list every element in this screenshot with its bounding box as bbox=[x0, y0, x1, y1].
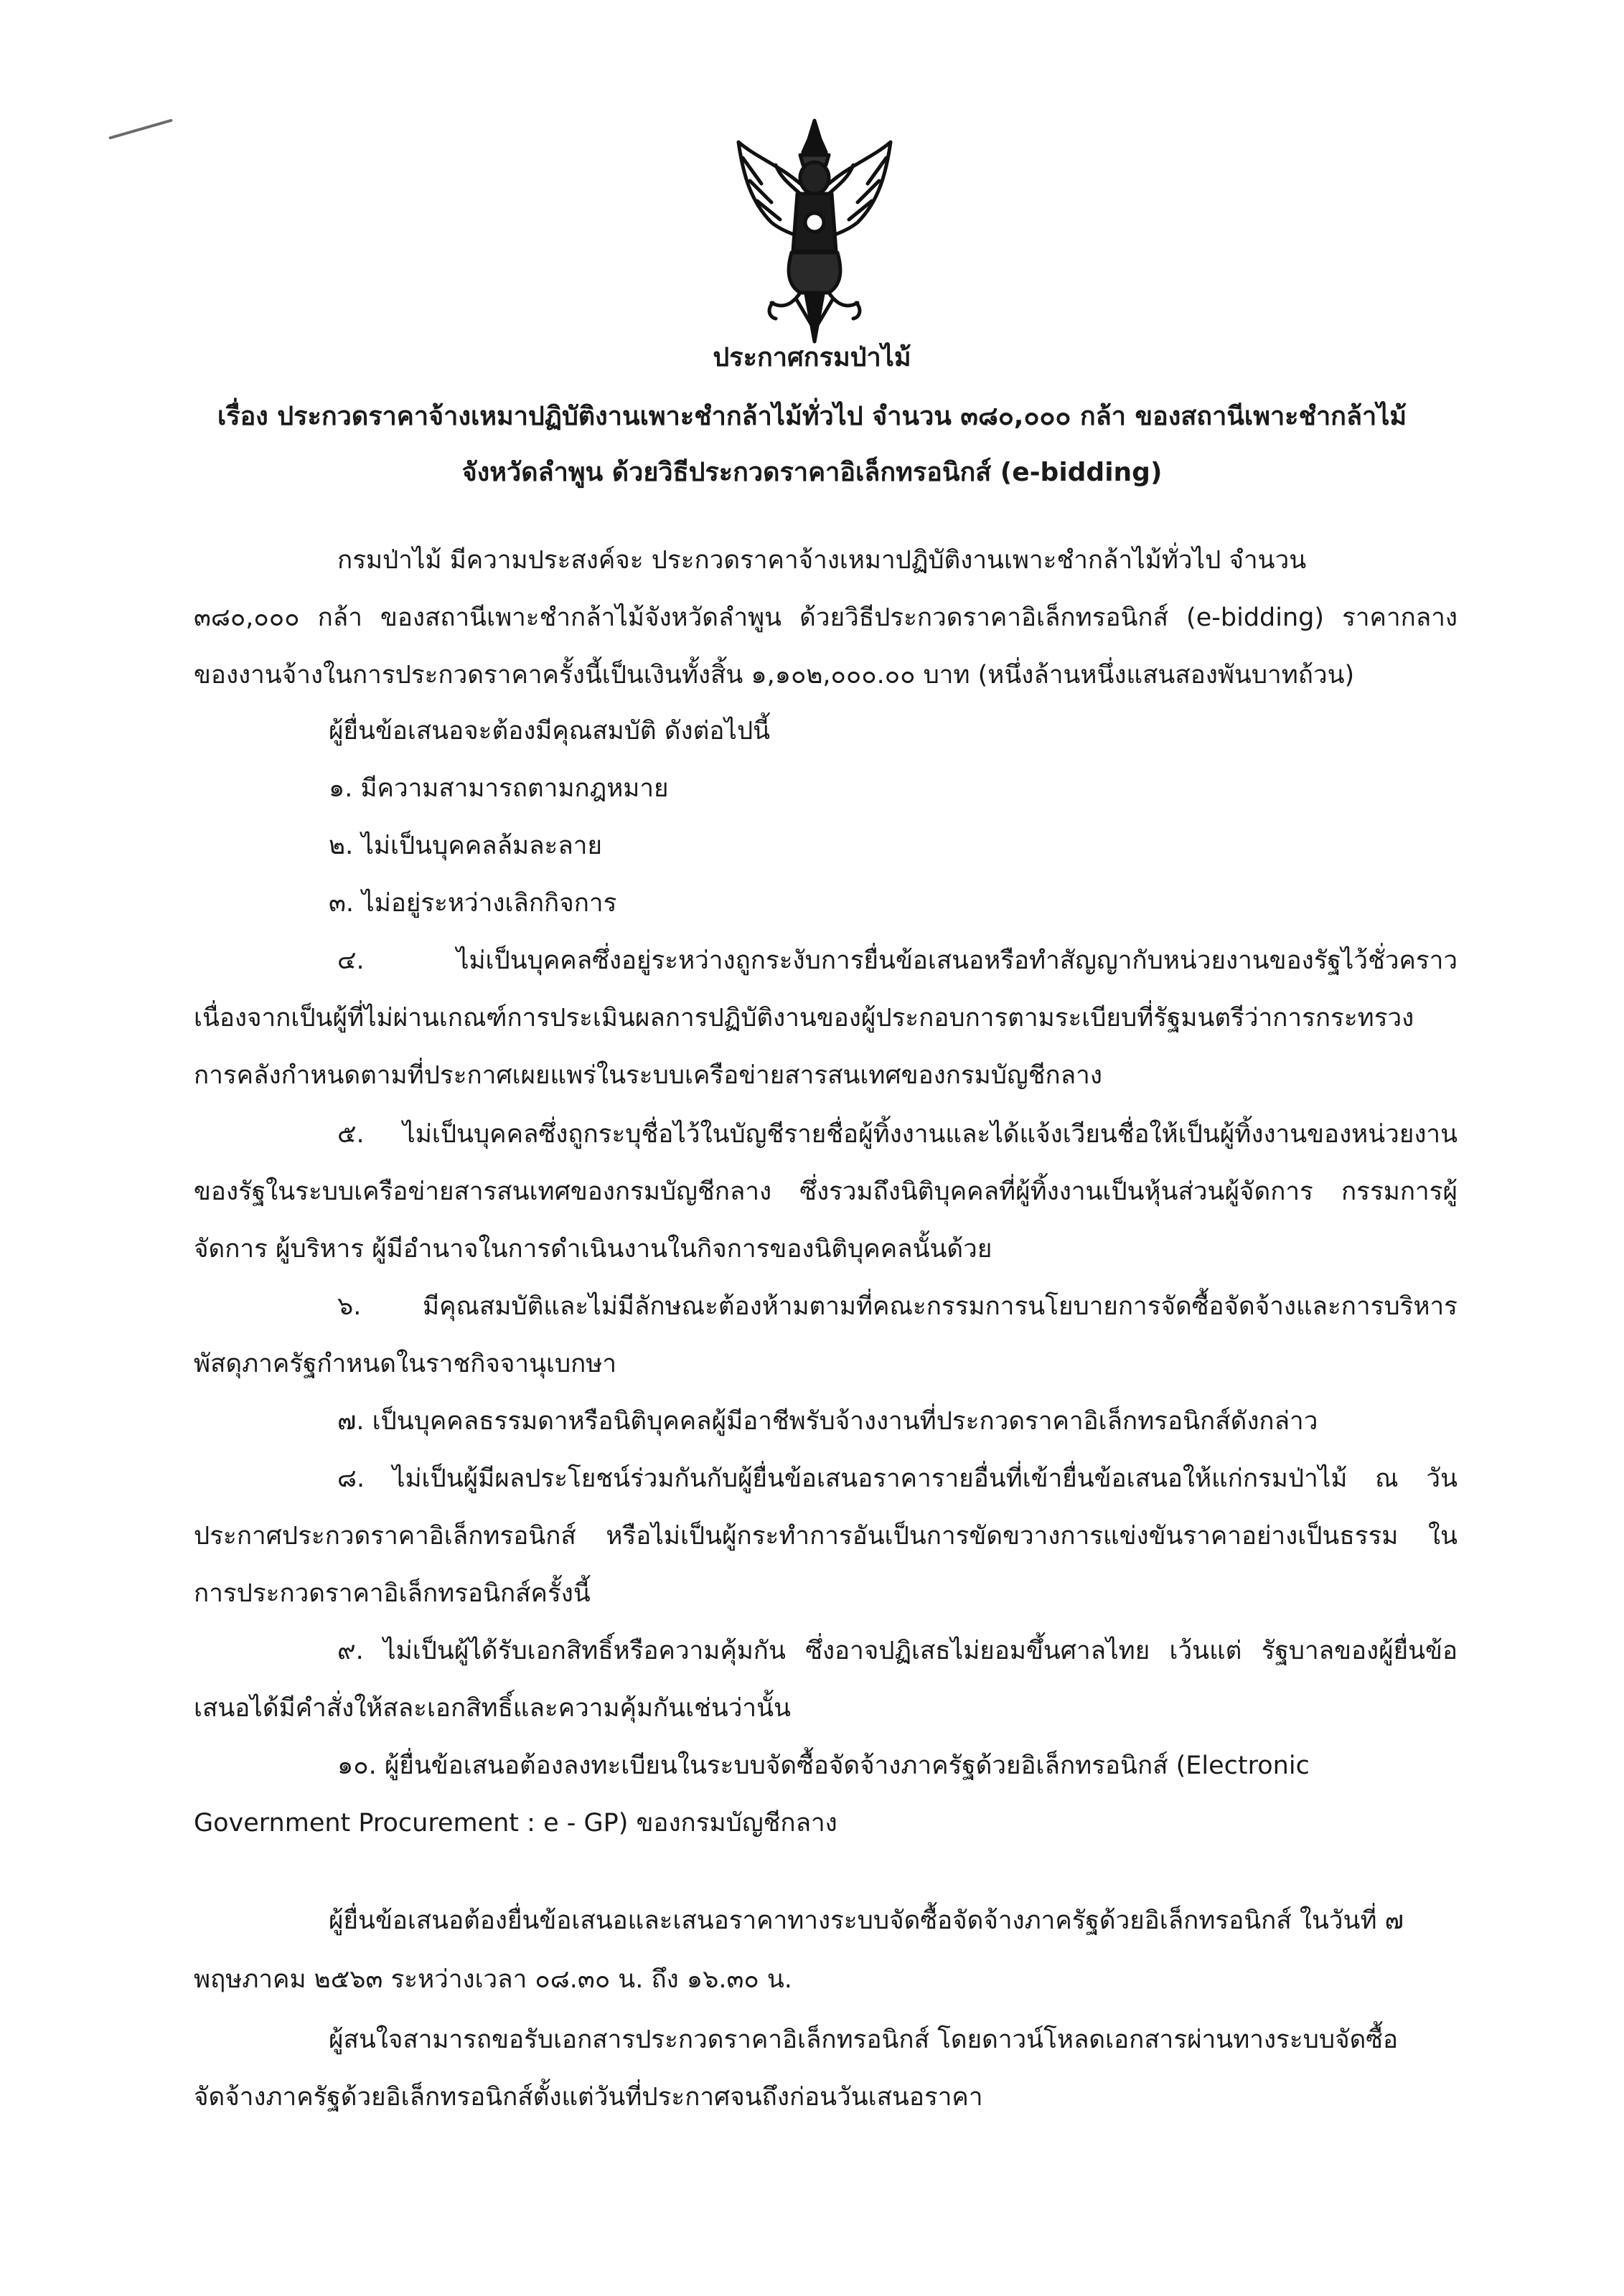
qualification-4-line-2: เนื่องจากเป็นผู้ที่ไม่ผ่านเกณฑ์การประเมินผลการปฏิบัติงานของผู้ประกอบการตามระเบียบที่รัฐมนตรีว่าการกระทรวง bbox=[194, 1004, 1414, 1032]
pen-mark bbox=[108, 118, 173, 139]
qualification-9-line-1: ๙. ไม่เป็นผู้ได้รับเอกสิทธิ์หรือความคุ้มกัน ซึ่งอาจปฏิเสธไม่ยอมขึ้นศาลไทย เว้นแต่ รัฐบาลของผู้ยื่นข้อ bbox=[337, 1637, 1458, 1665]
intro-line-2: ๓๘๐,๐๐๐ กล้า ของสถานีเพาะชำกล้าไม้จังหวัดลำพูน ด้วยวิธีประกวดราคาอิเล็กทรอนิกส์ (e-bidding) ราคากลาง bbox=[194, 603, 1458, 632]
qualification-4-line-3: การคลังกำหนดตามที่ประกาศเผยแพร่ในระบบเครือข่ายสารสนเทศของกรมบัญชีกลาง bbox=[194, 1061, 1102, 1090]
qualification-6-line-2: พัสดุภาครัฐกำหนดในราชกิจจานุเบกษา bbox=[194, 1350, 617, 1378]
qualification-10-line-2: Government Procurement : e - GP) ของกรมบัญชีกลาง bbox=[194, 1809, 837, 1838]
qualification-1: ๑. มีความสามารถตามกฎหมาย bbox=[329, 774, 669, 803]
qualification-8-line-3: การประกวดราคาอิเล็กทรอนิกส์ครั้งนี้ bbox=[194, 1579, 591, 1608]
garuda-emblem-icon bbox=[728, 115, 901, 348]
subject-line-1: เรื่อง ประกวดราคาจ้างเหมาปฏิบัติงานเพาะชำกล้าไม้ทั่วไป จำนวน ๓๘๐,๐๐๐ กล้า ของสถานีเพาะชำกล้าไม้ bbox=[217, 402, 1407, 431]
submission-line-2: พฤษภาคม ๒๕๖๓ ระหว่างเวลา ๐๘.๓๐ น. ถึง ๑๖.๓๐ น. bbox=[194, 1965, 792, 1994]
download-line-1: ผู้สนใจสามารถขอรับเอกสารประกวดราคาอิเล็กทรอนิกส์ โดยดาวน์โหลดเอกสารผ่านทางระบบจัดซื้อ bbox=[329, 2026, 1399, 2054]
submission-line-1: ผู้ยื่นข้อเสนอต้องยื่นข้อเสนอและเสนอราคาทางระบบจัดซื้อจัดจ้างภาครัฐด้วยอิเล็กทรอนิกส์ ในวันที่ ๗ bbox=[329, 1906, 1404, 1935]
qualification-10-line-1: ๑๐. ผู้ยื่นข้อเสนอต้องลงทะเบียนในระบบจัดซื้อจัดจ้างภาครัฐด้วยอิเล็กทรอนิกส์ (Electronic bbox=[337, 1751, 1310, 1780]
qualification-5-line-2: ของรัฐในระบบเครือข่ายสารสนเทศของกรมบัญชีกลาง ซึ่งรวมถึงนิติบุคคลที่ผู้ทิ้งงานเป็นหุ้นส่วนผู้จัดการ กรรมการผู้ bbox=[194, 1177, 1458, 1206]
qualification-8-line-2: ประกาศประกวดราคาอิเล็กทรอนิกส์ หรือไม่เป็นผู้กระทำการอันเป็นการขัดขวางการแข่งขันราคาอย่างเป็นธรรม ใน bbox=[194, 1522, 1458, 1551]
qualification-3: ๓. ไม่อยู่ระหว่างเลิกกิจการ bbox=[329, 889, 617, 918]
qualification-4-line-1: ๔. ไม่เป็นบุคคลซึ่งอยู่ระหว่างถูกระงับการยื่นข้อเสนอหรือทำสัญญากับหน่วยงานของรัฐไว้ชั่วคราว bbox=[337, 946, 1458, 975]
qualification-5-line-3: จัดการ ผู้บริหาร ผู้มีอำนาจในการดำเนินงานในกิจการของนิติบุคคลนั้นด้วย bbox=[194, 1235, 992, 1264]
intro-line-3: ของงานจ้างในการประกวดราคาครั้งนี้เป็นเงินทั้งสิ้น ๑,๑๐๒,๐๐๐.๐๐ บาท (หนึ่งล้านหนึ่งแสนสองพันบาทถ้วน) bbox=[194, 661, 1355, 690]
qualification-5-line-1: ๕. ไม่เป็นบุคคลซึ่งถูกระบุชื่อไว้ในบัญชีรายชื่อผู้ทิ้งงานและได้แจ้งเวียนชื่อให้เป็นผู้ทิ้งงานของหน่วยงาน bbox=[337, 1120, 1458, 1149]
download-line-2: จัดจ้างภาครัฐด้วยอิเล็กทรอนิกส์ตั้งแต่วันที่ประกาศจนถึงก่อนวันเสนอราคา bbox=[194, 2083, 983, 2112]
qualification-8-line-1: ๘. ไม่เป็นผู้มีผลประโยชน์ร่วมกันกับผู้ยื่นข้อเสนอราคารายอื่นที่เข้ายื่นข้อเสนอให้แก่กรมป่าไม้ ณ วัน bbox=[337, 1464, 1458, 1493]
qualification-7: ๗. เป็นบุคคลธรรมดาหรือนิติบุคคลผู้มีอาชีพรับจ้างงานที่ประกวดราคาอิเล็กทรอนิกส์ดังกล่าว bbox=[337, 1407, 1318, 1436]
intro-line-1: กรมป่าไม้ มีความประสงค์จะ ประกวดราคาจ้างเหมาปฏิบัติงานเพาะชำกล้าไม้ทั่วไป จำนวน bbox=[337, 546, 1307, 575]
subject-line-2: จังหวัดลำพูน ด้วยวิธีประกวดราคาอิเล็กทรอนิกส์ (e-bidding) bbox=[461, 458, 1163, 487]
qualification-9-line-2: เสนอได้มีคำสั่งให้สละเอกสิทธิ์และความคุ้มกันเช่นว่านั้น bbox=[194, 1694, 791, 1723]
qualification-2: ๒. ไม่เป็นบุคคลล้มละลาย bbox=[329, 832, 602, 860]
qualification-6-line-1: ๖. มีคุณสมบัติและไม่มีลักษณะต้องห้ามตามที่คณะกรรมการนโยบายการจัดซื้อจัดจ้างและการบริหาร bbox=[337, 1292, 1458, 1321]
qualification-header: ผู้ยื่นข้อเสนอจะต้องมีคุณสมบัติ ดังต่อไปนี้ bbox=[329, 717, 771, 745]
issuer-heading: ประกาศกรมป่าไม้ bbox=[713, 343, 911, 372]
